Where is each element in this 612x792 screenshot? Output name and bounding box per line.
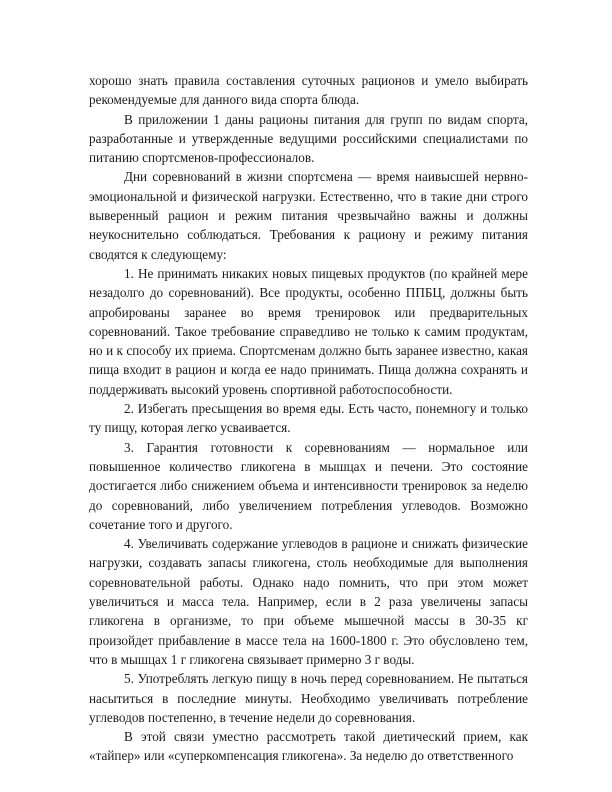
document-body: [89, 71, 528, 766]
paragraph-appendix-note: В приложении 1 даны рационы питания для групп по видам спорта, разработанные и утвержденные ведущими российскими специалистами по питанию спортсменов-профессионалов.: [89, 111, 528, 166]
paragraph-continuation: хорошо знать правила составления суточных рационов и умело выбирать рекомендуемые для данного вида спорта блюда.: [89, 73, 528, 108]
paragraph-competition-days: Дни соревнований в жизни спортсмена — время наивысшей нервно-эмоциональной и физической нагрузки. Естественно, что в такие дни строго выверенный рацион и режим питания чрезвычайно важны и должны неукоснительно соблюдаться. Требования к рациону и режиму питания сводятся к следующему:: [89, 169, 528, 262]
paragraph-rule-3: 3. Гарантия готовности к соревнованиям — нормальное или повышенное количество гликогена в мышцах и печени. Это состояние достигается либо снижением объема и интенсивности тренировок за неделю до соревнований, либо увеличением потребления углеводов. Возможно сочетание того и другого.: [89, 439, 528, 532]
paragraph-rule-4: 4. Увеличивать содержание углеводов в рационе и снижать физические нагрузки, создавать запасы гликогена, столь необходимые для выполнения соревновательной работы. Однако надо помнить, что при этом может увеличиться и масса тела. Например, если в 2 раза увеличены запасы гликогена в организме, то при объеме мышечной массы в 30-35 кг произойдет прибавление в массе тела на 1600-1800 г. Это обусловлено тем, что в мышцах 1 г гликогена связывает примерно 3 г воды.: [89, 536, 528, 667]
paragraph-rule-1: 1. Не принимать никаких новых пищевых продуктов (по крайней мере незадолго до соревнований). Все продукты, особенно ППБЦ, должны быть апробированы заранее во время тренировок или предварительных соревнований. Такое требование справедливо не только к самим продуктам, но и к способу их приема. Спортсменам должно быть заранее известно, какая пища входит в рацион и когда ее надо принимать. Пища должна сохранять и поддерживать высокий уровень спортивной работоспособности.: [89, 265, 528, 397]
paragraph-rule-2: 2. Избегать пресыщения во время еды. Есть часто, понемногу и только ту пищу, которая легко усваивается.: [89, 401, 528, 436]
paragraph-rule-5: 5. Употреблять легкую пищу в ночь перед соревнованием. Не пытаться насытиться в последние минуты. Необходимо увеличивать потребление углеводов постепенно, в течение недели до соревнования.: [89, 671, 528, 725]
paragraph-taper: В этой связи уместно рассмотреть такой диетический прием, как «тайпер» или «суперкомпенсация гликогена». За неделю до ответственного: [89, 729, 528, 764]
